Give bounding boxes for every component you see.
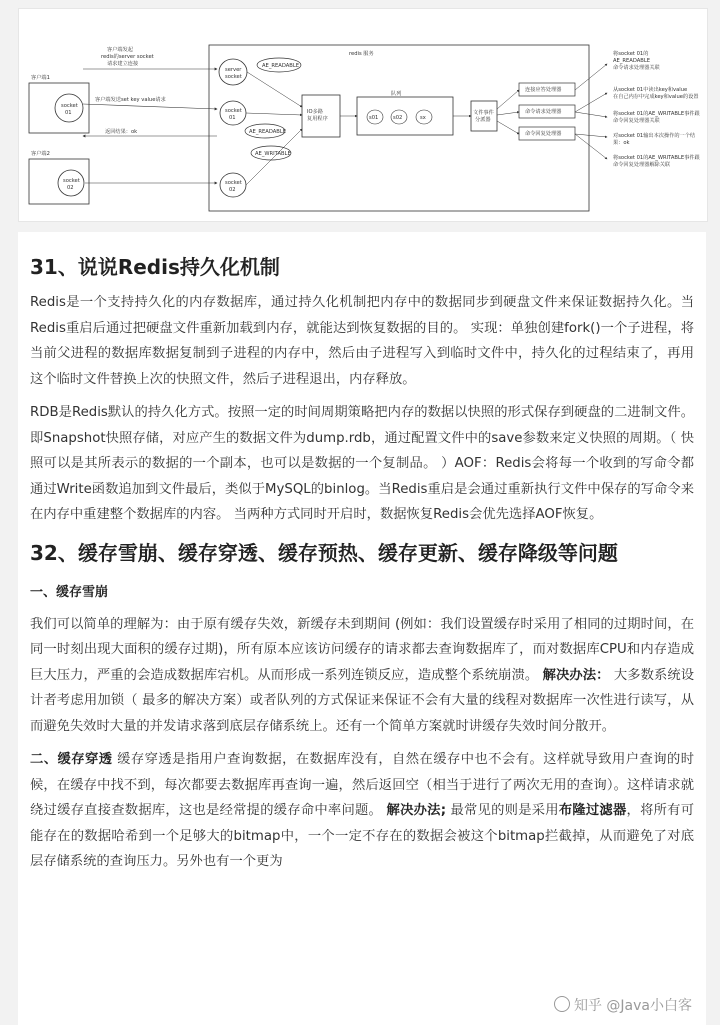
- socket01-server-text1: socket: [225, 108, 242, 114]
- note1-line1: 将socket 01的: [613, 51, 649, 57]
- socket01-client-text: socket: [61, 103, 78, 109]
- note2-line2: 在自己内存中完成key和value的设置: [613, 94, 699, 100]
- paragraph-cache-penetration: [30, 747, 694, 875]
- client1-label: 客户端1: [31, 75, 50, 81]
- note4-line1: 对socket 01输出本次操作的一个结: [613, 133, 696, 139]
- io-mux-text1: IO多路: [307, 109, 323, 115]
- socket02-client-text: socket: [63, 178, 80, 184]
- paragraph-cache-avalanche: [30, 612, 694, 740]
- client2-label: 客户端2: [31, 151, 50, 157]
- heading-cache-issues: 32、缓存雪崩、缓存穿透、缓存预热、缓存更新、缓存降级等问题: [30, 540, 618, 565]
- article-content: [18, 232, 706, 1025]
- note2-line1: 从socket 01中读出key和value: [613, 87, 688, 93]
- queue-label: 队列: [391, 91, 402, 97]
- note1-line3: 命令请求处理器关联: [613, 65, 660, 71]
- socket01-server-text2: 01: [229, 115, 236, 121]
- avalanche-solution-text: 大多数系统设计者考虑用加锁（ 最多的解决方案）或者队列的方式保证来保证不会有大量的线程对数据库一次性进行读写，从而避免失效时大量的并发请求落到底层存储系统上。还有一个简单方案就时讲缓存失效时间分散开。: [30, 667, 695, 734]
- socket02-server-text2: 02: [229, 187, 236, 193]
- avalanche-text: 我们可以简单的理解为：由于原有缓存失效，新缓存未到期间 (例如：我们设置缓存时采用了相同的过期时间，在同一时刻出现大面积的缓存过期)，所有原本应该访问缓存的请求都去查询数据库了，而对数据库CPU和内存造成巨大压力，严重的会造成数据库宕机。从而形成一系列连锁反应，造成整个系统崩溃。: [30, 616, 694, 683]
- paragraph-persistence-intro: Redis是一个支持持久化的内存数据库，通过持久化机制把内存中的数据同步到硬盘文件来保证数据持久化。当Redis重启后通过把硬盘文件重新加载到内存，就能达到恢复数据的目的。 实现：单独创建fork()一个子进程，将当前父进程的数据库数据复制到子进程的内存中，然后由子进程写入到临时文件中，持久化的过程结束了，再用这个临时文件替换上次的快照文件，然后子进程退出，内存释放。: [30, 295, 694, 387]
- req-set-label: 客户端发送set key value请求: [95, 97, 166, 103]
- req-connect-line3: 请求建立连接: [107, 61, 139, 67]
- queue-sx: sx: [420, 115, 426, 121]
- watermark: [554, 995, 692, 1015]
- avalanche-solution-label: 解决办法：: [542, 667, 610, 683]
- penetration-text: 缓存穿透是指用户查询数据，在数据库没有，自然在缓存中也不会有。这样就导致用户查询的时候，在缓存中找不到，每次都要去数据库再查询一遍，然后返回空（相当于进行了两次无用的查询）。这样请求就绕过缓存直接查数据库，这也是经常提的缓存命中率问题。: [30, 752, 695, 818]
- conn-handler: 连接应答处理器: [525, 87, 562, 93]
- cmd-resp-handler: 命令回复处理器: [525, 131, 562, 137]
- ae-readable-1: AE_READABLE: [262, 63, 300, 69]
- note1-line2: AE_READABLE: [613, 58, 651, 64]
- ae-writable: AE_WRITABLE: [255, 151, 291, 157]
- watermark-text: 知乎 @Java小白客: [573, 998, 692, 1014]
- io-mux-text2: 复用程序: [307, 116, 328, 122]
- resp-ok-label: 返回结果：ok: [105, 129, 138, 135]
- queue-s01: s01: [369, 115, 379, 121]
- architecture-diagram: [18, 8, 708, 222]
- socket01-client-num: 01: [65, 110, 72, 116]
- dispatcher-text2: 分派器: [475, 117, 491, 123]
- redis-event-model-diagram: [19, 9, 707, 221]
- client1-box: [29, 83, 89, 133]
- note3-line2: 命令回复处理器关联: [613, 118, 660, 124]
- socket02-client-num: 02: [67, 185, 74, 191]
- redis-server-label: redis 服务: [349, 51, 374, 57]
- paragraph-rdb-aof: RDB是Redis默认的持久化方式。按照一定的时间周期策略把内存的数据以快照的形式保存到硬盘的二进制文件。即Snapshot快照存储，对应产生的数据文件为dump.rdb，通过配置文件中的save参数来定义快照的周期。（ 快照可以是其所表示的数据的一个副本，也可以是数据的一个复制品。 ）AOF：Redis会将每一个收到的写命令都通过Write函数追加到文件最后，类似于MySQL的binlog。当Redis重启是会通过重新执行文件中保存的写命令来在内存中重建整个数据库的内容。 当两种方式同时开启时，数据恢复Redis会优先选择AOF恢复。: [30, 405, 694, 522]
- client2-box: [29, 159, 89, 204]
- bloom-filter-term: 布隆过滤器: [558, 803, 627, 818]
- cmd-req-handler: 命令请求处理器: [525, 109, 562, 115]
- dispatcher-text1: 文件事件: [473, 110, 494, 116]
- server-socket-text1: server: [225, 67, 242, 73]
- server-socket-text2: socket: [225, 74, 242, 80]
- penetration-solution-text: 最常见的则是采用: [446, 803, 559, 818]
- note3-line1: 将socket 01的AE_WRITABLE事件跟: [613, 111, 700, 117]
- ae-readable-2: AE_READABLE: [249, 129, 287, 135]
- note4-line2: 果：ok: [613, 140, 630, 146]
- req-connect-line1: 客户端发起: [107, 47, 133, 53]
- heading-cache-avalanche: 一、缓存雪崩: [30, 584, 109, 600]
- socket02-server-text1: socket: [225, 180, 242, 186]
- penetration-heading: 二、缓存穿透: [30, 752, 113, 767]
- penetration-solution-rest: ，将所有可能存在的数据哈希到一个足够大的bitmap中，一个一定不存在的数据会被这个bitmap拦截掉，从而避免了对底层存储系统的查询压力。另外也有一个更为: [30, 803, 694, 869]
- zhihu-icon: [554, 996, 570, 1012]
- heading-redis-persistence: 31、说说Redis持久化机制: [30, 255, 280, 279]
- note5-line2: 命令回复处理器解除关联: [613, 162, 671, 168]
- note5-line1: 将socket 01的AE_WRITABLE事件跟: [613, 155, 700, 161]
- queue-s02: s02: [393, 115, 403, 121]
- redis-server-box: [209, 45, 589, 211]
- req-connect-line2: redis的server socket: [101, 54, 154, 60]
- penetration-solution-label: 解决办法;: [386, 803, 447, 818]
